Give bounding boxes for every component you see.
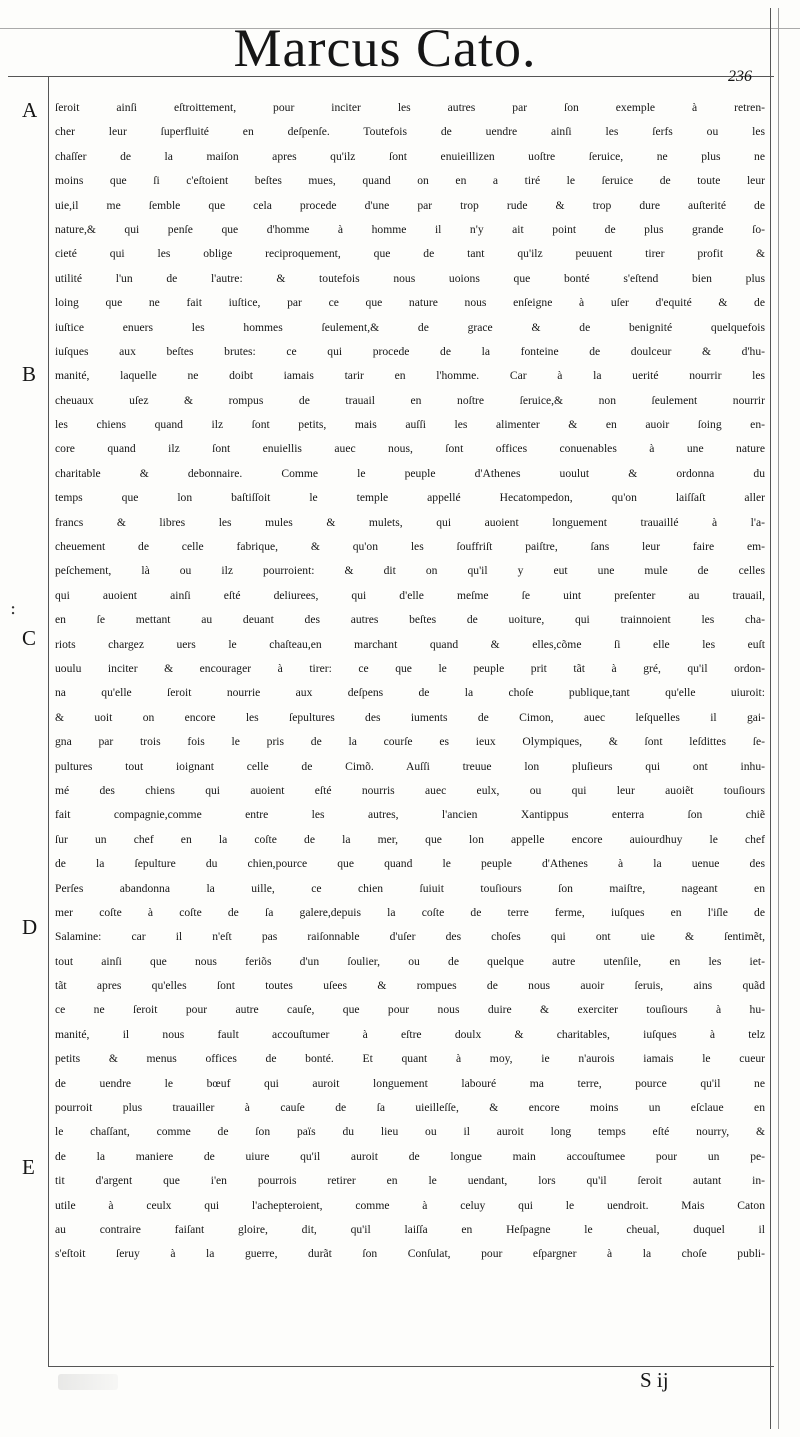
text-line: & uoit on encore les ſepultures des iuments de Cimon, auec leſquelles il gai- [55,710,765,724]
body-text [55,96,765,1267]
text-line: francs & libres les mules & mulets, qui auoient longuement trauaillé à l'a- [55,515,765,529]
text-line: iuſtice enuers les hommes ſeulement,& de grace & de benignité quelquefois [55,320,765,334]
text-line: tout ainſi que nous feriõs d'un ſoulier, ou de quelque autre utenſile, en les iet- [55,954,765,968]
text-line: Salamine: car il n'eſt pas raiſonnable d'uſer des choſes qui ont uie & ſentimẽt, [55,930,765,944]
margin-letter-a: A [22,98,38,122]
text-line: uoulu inciter & encourager à tirer: ce que le peuple prit tãt à gré, qu'il ordon- [55,661,765,675]
text-line: Perſes abandonna la uille, ce chien ſuiuit touſiours ſon maiſtre, nageant en [55,881,765,895]
text-line: ce ne ſeroit pour autre cauſe, que pour nous duire & exerciter touſiours à hu- [55,1003,765,1017]
text-line: tit d'argent que i'en pourrois retirer en le uendant, lors qu'il ſeroit autant in- [55,1174,765,1188]
text-line: fait compagnie,comme entre les autres, l'ancien Xantippus enterra ſon chiẽ [55,808,765,822]
text-line: ſur un chef en la coſte de la mer, que lon appelle encore auiourdhuy le chef [55,832,765,846]
text-line: chaſſer de la maiſon apres qu'ilz ſont enuieillizen uoſtre ſeruice, ne plus ne [55,149,765,163]
text-line: mer coſte à coſte de ſa galere,depuis la coſte de terre ferme, iuſques en l'iſle de [55,905,765,919]
text-line: cheuement de celle fabrique, & qu'on les ſouffriſt paiſtre, ſans leur faire em- [55,540,765,554]
text-line: pourroit plus trauailler à cauſe de ſa uieilleſſe, & encore moins un eſclaue en [55,1101,765,1115]
footer-rule [48,1366,774,1367]
text-line: loing que ne fait iuſtice, par ce que nature nous enſeigne à uſer d'equité & de [55,296,765,310]
right-outer-rule [778,8,779,1429]
text-line: charitable & debonnaire. Comme le peuple d'Athenes uoulut & ordonna du [55,466,765,480]
text-line: de la maniere de uiure qu'il auroit de longue main accouſtumee pour un pe- [55,1149,765,1163]
text-line: temps que lon baſtiſſoit le temple appellé Hecatompedon, qu'on laiſſaſt aller [55,491,765,505]
text-line: manité, laquelle ne doibt iamais tarir en l'homme. Car à la uerité nourrir les [55,369,765,383]
page-number: 236 [728,68,752,85]
text-line: tãt apres qu'elles ſont toutes uſees & rompues de nous auoir ſeruis, ains quãd [55,979,765,993]
text-line: cieté qui les oblige reciproquement, que de tant qu'ilz peuuent tirer profit & [55,247,765,261]
text-line: utile à ceulx qui l'achepteroient, comme à celuy qui le uendroit. Mais Caton [55,1198,765,1212]
running-head: Marcus Cato. [233,18,537,78]
text-line: qui auoient ainſi eſté deliurees, qui d'elle meſme ſe uint preſenter au trauail, [55,588,765,602]
faint-ink-smudge [58,1374,118,1390]
text-line: moins que ſi c'eſtoient beſtes mues, quand on en a tiré le ſeruice de toute leur [55,174,765,188]
text-line: cher leur ſuperfluité en deſpenſe. Toutefois de uendre ainſi les ſerfs ou les [55,125,765,139]
text-line: core quand ilz ſont enuiellis auec nous, ſont offices conuenables à une nature [55,442,765,456]
text-line: pultures tout ioignant celle de Cimõ. Auſſi treuue lon pluſieurs qui ont inhu- [55,759,765,773]
text-line: nature,& qui penſe que d'homme à homme il n'y ait point de plus grande ſo- [55,222,765,236]
text-line: en ſe mettant au deuant des autres beſtes de uoiture, qui trainnoient les cha- [55,613,765,627]
margin-dot-mark: : [10,598,17,619]
text-line: les chiens quand ilz ſont petits, mais auſſi les alimenter & en auoir ſoing en- [55,418,765,432]
text-line: cheuaux uſez & rompus de trauail en noſtre ſeruice,& non ſeulement nourrir [55,393,765,407]
text-line: na qu'elle ſeroit nourrie aux deſpens de la choſe publique,tant qu'elle uiuroit: [55,686,765,700]
left-column-rule [48,76,49,1367]
margin-letter-d: D [22,915,38,939]
text-line: manité, il nous fault accouſtumer à eſtre doulx & charitables, iuſques à telz [55,1027,765,1041]
text-line: peſchement, là ou ilz pourroient: & dit on qu'il y eut une mule de celles [55,564,765,578]
text-line: uie,il me ſemble que cela procede d'une par trop rude & trop dure auſterité de [55,198,765,212]
text-line: de la ſepulture du chien,pource que quand le peuple d'Athenes à la uenue des [55,857,765,871]
text-line: s'eſtoit ſeruy à la guerre, durãt ſon Conſulat, pour eſpargner à la choſe publi- [55,1247,765,1261]
text-line: riots chargez uers le chaſteau,en marchant quand & elles,cõme ſi elle les euſt [55,637,765,651]
margin-letter-b: B [22,362,37,386]
text-line: mé des chiens qui auoient eſté nourris auec eulx, ou qui leur auoiẽt touſiours [55,783,765,797]
text-line: petits & menus offices de bonté. Et quant à moy, ie n'aurois iamais le cueur [55,1052,765,1066]
text-line: gna par trois fois le pris de la courſe es ieux Olympiques, & ſont leſdittes ſe- [55,735,765,749]
text-line: de uendre le bœuf qui auroit longuement labouré ma terre, pource qu'il ne [55,1076,765,1090]
margin-letter-c: C [22,626,37,650]
margin-letter-e: E [22,1155,35,1179]
text-line: ſeroit ainſi eſtroittement, pour inciter les autres par ſon exemple à retren- [55,101,765,114]
signature-mark: S ij [640,1368,669,1392]
right-column-rule [770,8,771,1429]
text-line: le chaſſant, comme de ſon païs du lieu ou il auroit long temps eſté nourry, & [55,1125,765,1139]
text-line: au contraire faiſant gloire, dit, qu'il laiſſa en Heſpagne le cheual, duquel il [55,1222,765,1236]
text-line: iuſques aux beſtes brutes: ce qui procede de la fonteine de doulceur & d'hu- [55,344,765,358]
text-line: utilité l'un de l'autre: & toutefois nous uoions que bonté s'eſtend bien plus [55,271,765,285]
